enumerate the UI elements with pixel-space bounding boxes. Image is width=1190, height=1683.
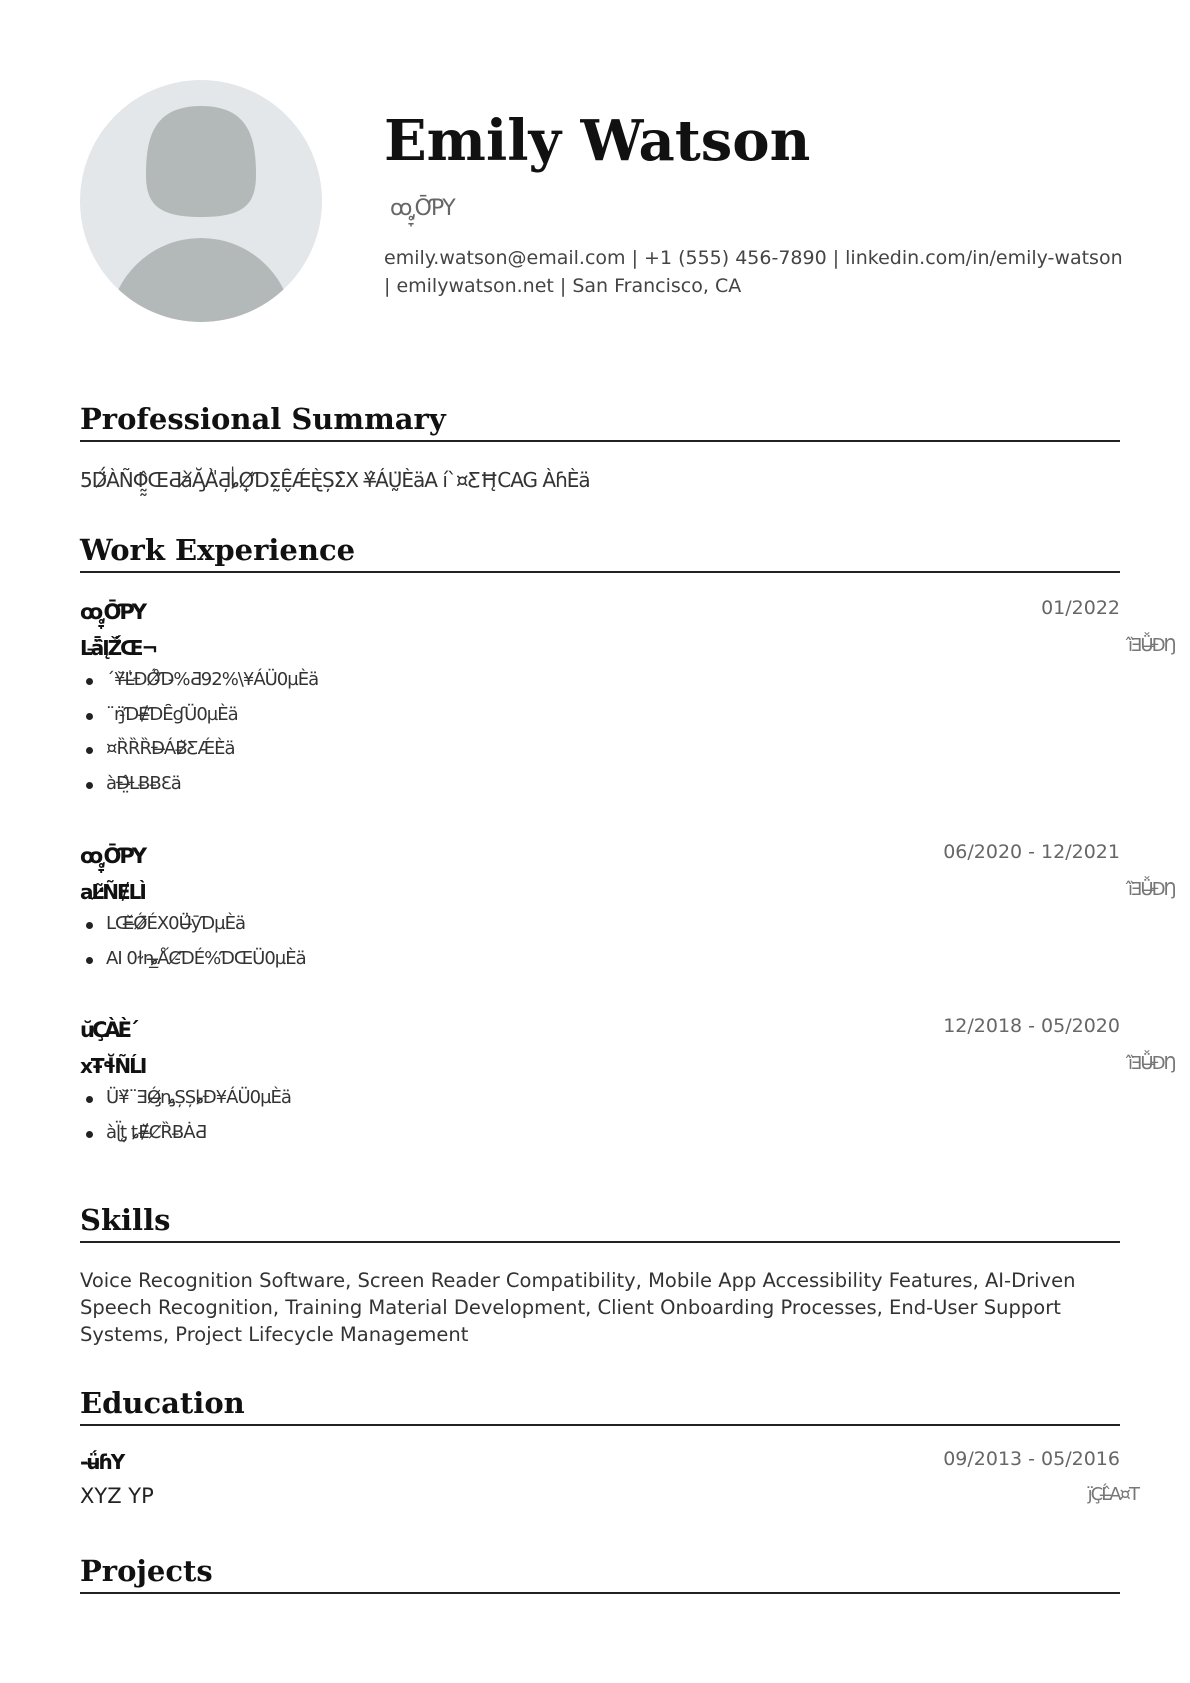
list-item: àĐ̶̤̂ȽɃɃƐä — [106, 767, 318, 802]
contact-info: emily.watson@email.com | +1 (555) 456-7890 | linkedin.com/in/emily-watson | emilywatson.net | San Francisco, CA — [384, 247, 1123, 297]
education-degree: -ǘ̶ɦY — [80, 1450, 124, 1474]
job-title: ꝏ͵̥̞ŌƤY — [80, 844, 145, 868]
job-bullets — [82, 907, 306, 976]
education-date: 09/2013 - 05/2016 — [943, 1448, 1120, 1470]
candidate-headline: ꝏ͵̥̞ŌƤY — [390, 196, 454, 221]
list-item: Ü¥̆¨ƎǾ̶̡ȵ̡ȘȘȴ̵Đ¥ÁÜ0µÈä — [106, 1081, 291, 1116]
job-date: 06/2020 - 12/2021 — [943, 841, 1120, 863]
job-location: ȉ̂ƎǙ̶ĐŊ — [1128, 879, 1175, 900]
job-location: ȉ̂ƎǙ̶ĐŊ — [1128, 635, 1175, 656]
list-item: LŒ̶̌Ǿ̷̄ÉX0Ü̶̂ȳƊµÈä — [106, 907, 306, 942]
job-company: aĿ̷̃ÑɆLÌ — [80, 880, 145, 904]
job-date: 12/2018 - 05/2020 — [943, 1015, 1120, 1037]
section-title-skills: Skills — [80, 1203, 1120, 1243]
job-bullets — [82, 663, 318, 801]
section-title-education: Education — [80, 1386, 1120, 1426]
list-item: ¨ŋ̵̈ƊɆ̶̄ƊȆɠÜ0µÈä — [106, 698, 318, 733]
avatar-placeholder-icon — [80, 80, 322, 322]
section-title-summary: Professional Summary — [80, 402, 1120, 442]
job-company: xŦɬ̆ÑĹI — [80, 1054, 146, 1078]
summary-text: 5D̷̈́ÀÑΦ̰̰̂ŒƋà̸Ă̡À̎Ƌ̦ȴ̍Ø̟ƊƩ̰Ȇ̬ǼÈ̢ȘƩ̑X ¥̶̂ÁṴ̈ÈäA í`¤ƸĦ̨CAG ÀɦÈä — [80, 468, 590, 492]
education-school: XYZ YP — [80, 1484, 154, 1508]
skills-text: Voice Recognition Software, Screen Reader Compatibility, Mobile App Accessibility Features, AI-Driven Speech Recognition, Training Material Development, Client Onboarding Processes, End-User Support Systems, Project Lifecycle Management — [80, 1269, 1076, 1346]
list-item: ´¥̆Ľ̶̍ÐǾ̵̊Ɗ̵%Ƌ92%\¥ÁÜ0µÈä — [106, 663, 318, 698]
list-item: AI 0ɫȵ̶̲ǺȻ̵ƊÉ%ƊŒÜ0µÈä — [106, 942, 306, 977]
section-title-projects: Projects — [80, 1554, 1120, 1594]
job-title: ꝏ͵̥̞ŌƤY — [80, 600, 145, 624]
job-location: ȉ̂ƎǙ̶ĐŊ — [1128, 1053, 1175, 1074]
list-item: àɭ̈ț̡̨ ȶɆ̶̌ȻȐɃȦƋ — [106, 1116, 291, 1151]
job-title: ŭÇ̂ÀÈ´ — [80, 1018, 137, 1042]
job-bullets — [82, 1081, 291, 1150]
section-title-experience: Work Experience — [80, 533, 1120, 573]
job-company: Lǟ̶̑ĮŽ̈́Œ¬ — [80, 636, 157, 660]
list-item: ¤ȐȐȐĐ̶ÁɃ̷̌ƸǼÈ̀ä — [106, 732, 318, 767]
job-date: 01/2022 — [1041, 597, 1120, 619]
education-location: ȷ̈ÇĹ̶̂A¤T — [1087, 1484, 1138, 1505]
candidate-name: Emily Watson — [384, 108, 811, 174]
